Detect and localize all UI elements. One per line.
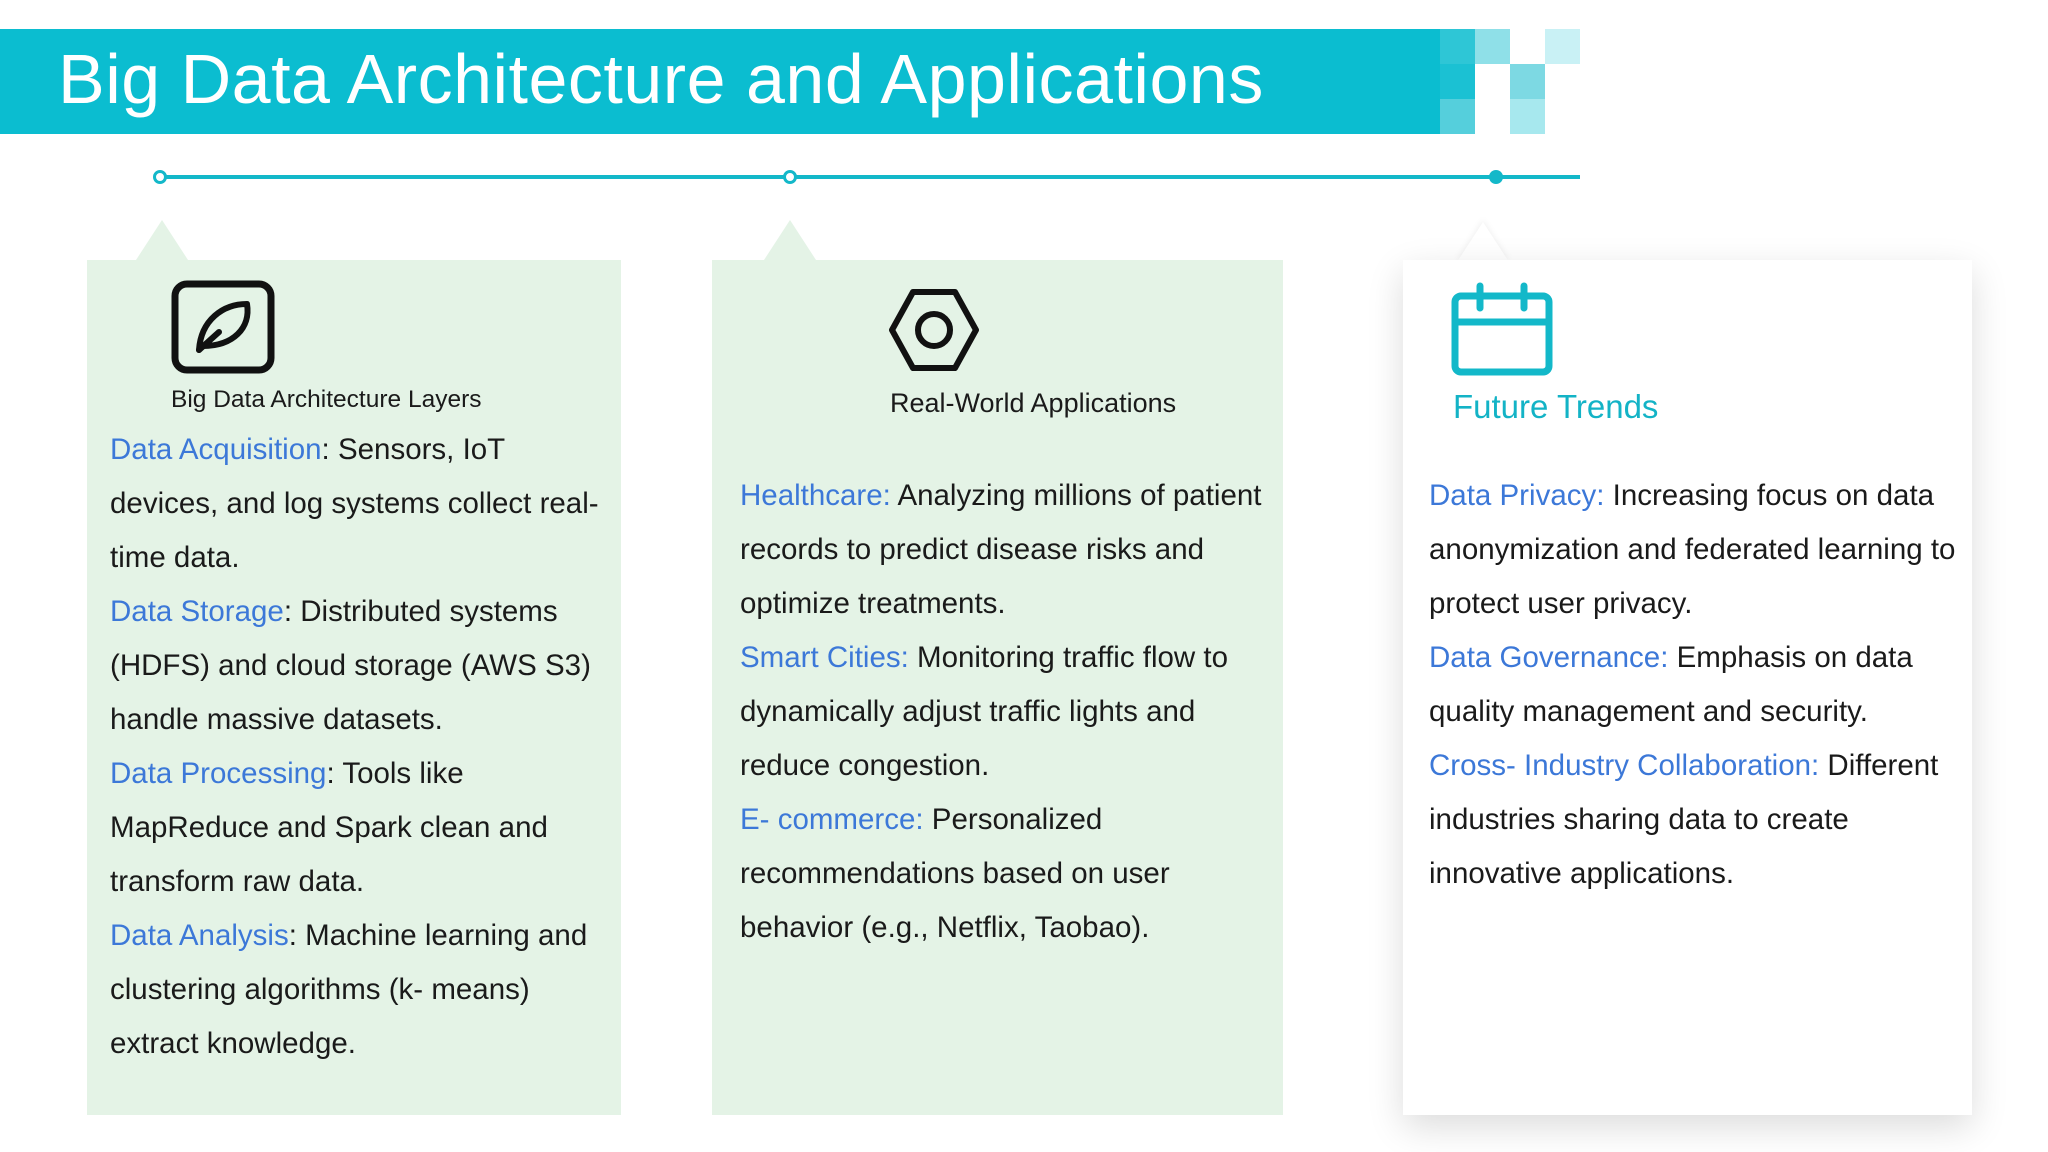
item-term: Data Privacy: <box>1429 479 1605 512</box>
list-item <box>740 469 1275 631</box>
card-pointer <box>136 220 188 260</box>
timeline-node-3 <box>1489 170 1503 184</box>
item-sep <box>1604 479 1612 512</box>
timeline-line <box>160 175 1580 179</box>
item-text: Distributed systems (HDFS) and cloud storage (AWS S3) handle massive datasets. <box>110 595 591 736</box>
item-term: Data Analysis <box>110 919 289 952</box>
item-sep <box>924 803 932 836</box>
list-item <box>1429 631 1969 739</box>
card-title: Big Data Architecture Layers <box>171 386 482 413</box>
calendar-icon <box>1450 282 1554 383</box>
item-term: Data Acquisition <box>110 433 322 466</box>
list-item <box>110 585 615 747</box>
item-text: Analyzing millions of patient records to predict disease risks and optimize treatments. <box>740 479 1262 620</box>
list-item <box>110 909 615 1071</box>
item-term: Data Storage <box>110 595 284 628</box>
item-sep: : <box>321 433 338 466</box>
item-text: Different industries sharing data to create innovative applications. <box>1429 749 1939 890</box>
list-item <box>110 747 615 909</box>
card-title: Future Trends <box>1453 388 1659 425</box>
list-item <box>740 793 1275 955</box>
item-text: Monitoring traffic flow to dynamically adjust traffic lights and reduce congestion. <box>740 641 1229 782</box>
page-title: Big Data Architecture and Applications <box>58 40 1264 118</box>
item-sep <box>1668 641 1676 674</box>
pixel-mosaic-decoration <box>1400 29 1580 134</box>
item-term: E- commerce: <box>740 803 924 836</box>
leaf-square-icon <box>171 280 275 379</box>
item-text: Machine learning and clustering algorithms (k- means) extract knowledge. <box>110 919 588 1060</box>
card-pointer <box>1457 222 1509 262</box>
item-sep: : <box>283 595 301 628</box>
item-text: Emphasis on data quality management and security. <box>1429 641 1913 728</box>
item-term: Smart Cities: <box>740 641 909 674</box>
item-text: Sensors, IoT devices, and log systems collect real- time data. <box>110 433 599 574</box>
list-item <box>740 631 1275 793</box>
card-title: Real-World Applications <box>890 388 1177 418</box>
item-sep <box>909 641 917 674</box>
item-sep: : <box>288 919 306 952</box>
card-body <box>1429 469 1969 901</box>
hexagon-nut-icon <box>887 288 981 377</box>
card-future-trends <box>1403 260 1972 1115</box>
item-term: Cross- Industry Collaboration: <box>1429 749 1820 782</box>
card-body <box>740 469 1275 955</box>
item-sep: : <box>326 757 343 790</box>
item-term: Data Processing <box>110 757 327 790</box>
card-pointer <box>764 220 816 260</box>
list-item <box>1429 469 1969 631</box>
list-item <box>110 423 615 585</box>
card-real-world-applications <box>712 260 1283 1115</box>
card-body <box>110 423 615 1071</box>
list-item <box>1429 739 1969 901</box>
timeline-node-1 <box>153 170 167 184</box>
card-architecture-layers <box>87 260 621 1115</box>
item-term: Healthcare: <box>740 479 891 512</box>
timeline-node-2 <box>783 170 797 184</box>
item-text: Increasing focus on data anonymization and federated learning to protect user privacy. <box>1429 479 1956 620</box>
item-text: Personalized recommendations based on user behavior (e.g., Netflix, Taobao). <box>740 803 1170 944</box>
item-text: Tools like MapReduce and Spark clean and transform raw data. <box>110 757 548 898</box>
item-term: Data Governance: <box>1429 641 1669 674</box>
